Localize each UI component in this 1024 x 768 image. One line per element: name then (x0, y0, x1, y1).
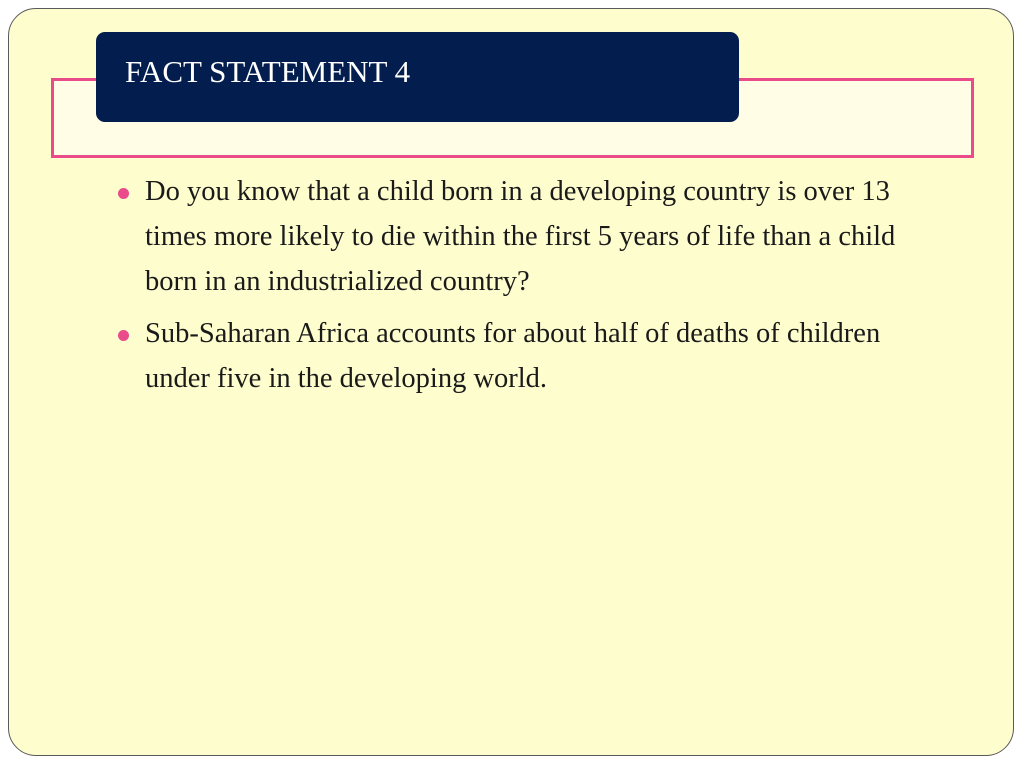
title-box (96, 32, 739, 122)
slide (8, 8, 1014, 756)
bullet-text: Do you know that a child born in a developing country is over 13 times more likely to die within the first 5 years of life than a child born in an industrialized country? (145, 176, 896, 297)
bullet-text: Sub-Saharan Africa accounts for about half of deaths of children under five in the developing world. (145, 318, 881, 394)
slide-title: FACT STATEMENT 4 (125, 54, 411, 89)
bullet-item (113, 311, 913, 401)
bullet-dot-icon (118, 188, 129, 199)
bullet-dot-icon (118, 330, 129, 341)
bullet-list (113, 169, 913, 408)
bullet-item (113, 169, 913, 304)
